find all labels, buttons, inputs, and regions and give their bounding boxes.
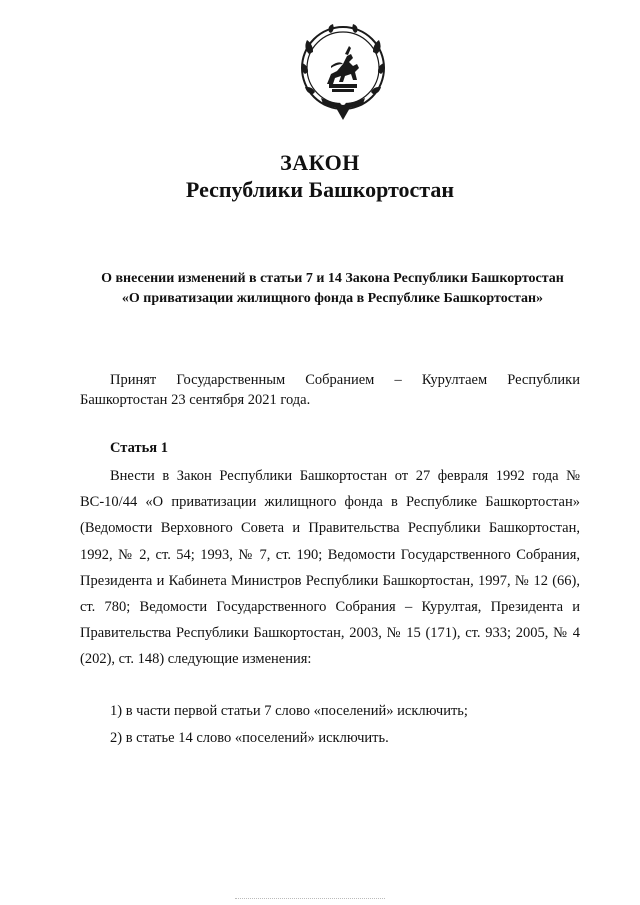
amendment-item: 2) в статье 14 слово «поселений» исключить.: [110, 730, 389, 746]
bashkortostan-coat-of-arms-icon: [299, 24, 387, 122]
article-heading: Статья 1: [110, 440, 168, 456]
law-title-republic: Республики Башкортостан: [185, 177, 455, 202]
page-bottom-divider: [235, 898, 385, 901]
law-title: ЗАКОН: [280, 150, 360, 175]
amendment-item: 1) в части первой статьи 7 слово «поселений» исключить;: [110, 703, 468, 719]
adoption-statement: Принят Государственным Собранием – Курултаем Республики Башкортостан 23 сентября 2021 года.: [80, 372, 580, 408]
law-subject-line-2: «О приватизации жилищного фонда в Республике Башкортостан»: [121, 291, 544, 306]
article-body: Внести в Закон Республики Башкортостан от 27 февраля 1992 года № ВС-10/44 «О приватизации жилищного фонда в Республике Башкортостан» (Ведомости Верховного Совета и Правительства Республики Башкортостан, 1992, № 2, ст. 54; 1993, № 7, ст. 190; Ведомости Государственного Собрания, Президента и Кабинета Министров Республики Башкортостан, 1997, № 12 (66), ст. 780; Ведомости Государственного Собрания – Курултая, Президента и Правительства Республики Башкортостан, 2003, № 15 (171), ст. 933; 2005, № 4 (202), ст. 148) следующие изменения:: [80, 468, 580, 668]
law-subject-line-1: О внесении изменений в статьи 7 и 14 Закона Республики Башкортостан: [101, 271, 564, 286]
